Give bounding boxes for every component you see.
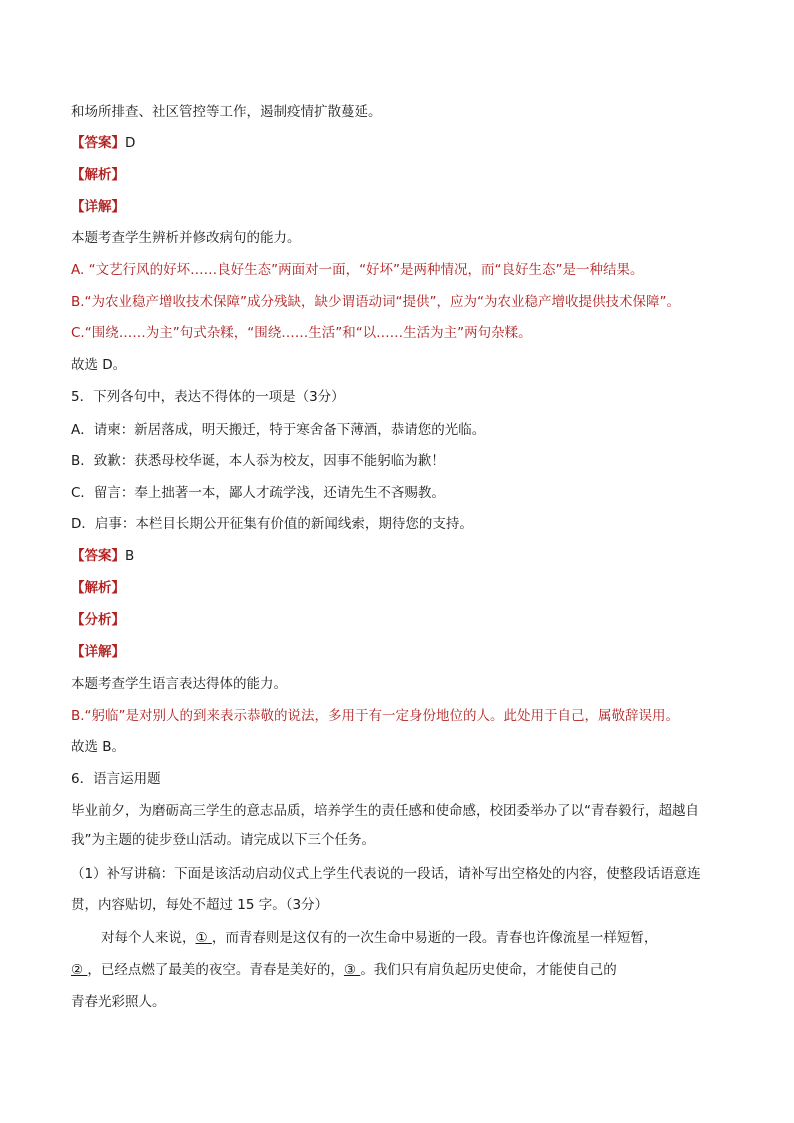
analysis-tag: 【解析】 [71,167,125,183]
option-c: C．留言：奉上拙著一本，鄙人才疏学浅，还请先生不吝赐教。 [71,485,445,501]
text-line: 贯，内容贴切，每处不超过 15 字。（3分） [71,897,329,913]
blank-1[interactable]: ① [195,930,208,946]
explanation-b: B.“为农业稳产增收技术保障”成分残缺，缺少谓语动词“提供”，应为“为农业稳产增收提供技术保障”。 [71,294,681,310]
fenxi-tag: 【分析】 [71,612,125,628]
answer-line-q5 [71,546,731,566]
blank-2[interactable]: ② [71,962,84,978]
passage-line-2: ② ，已经点燃了最美的夜空。青春是美好的，③ 。我们只有肩负起历史使命，才能使自己的 [71,962,617,978]
answer-line-q4 [71,133,731,153]
option-b: B．致歉：获悉母校华诞，本人忝为校友，因事不能躬临为歉！ [71,453,445,469]
conclusion-line: 故选 D。 [71,357,127,373]
answer-tag: 【答案】 [71,135,125,151]
text-line: 和场所排查、社区管控等工作，遏制疫情扩散蔓延。 [71,104,382,120]
text-line: 毕业前夕，为磨砺高三学生的意志品质，培养学生的责任感和使命感，校团委举办了以“青春毅行，超越自 [71,803,699,819]
explanation-c: C.“围绕……为主”句式杂糅，“围绕……生活”和“以……生活为主”两句杂糅。 [71,325,532,341]
answer-value: D [125,135,136,151]
question-6-title: 6．语言运用题 [71,771,161,787]
text-line: 我”为主题的徒步登山活动。请完成以下三个任务。 [71,832,375,848]
text-line: （1）补写讲稿：下面是该活动启动仪式上学生代表说的一段话，请补写出空格处的内容，使整段话语意连 [71,866,701,882]
explanation-b: B.“躬临”是对别人的到来表示恭敬的说法，多用于有一定身份地位的人。此处用于自己，属敬辞误用。 [71,708,680,724]
detail-tag: 【详解】 [71,199,125,215]
option-d: D．启事：本栏目长期公开征集有价值的新闻线索，期待您的支持。 [71,516,473,532]
option-a: A．请柬：新居落成，明天搬迁，特于寒舍备下薄酒，恭请您的光临。 [71,422,486,438]
text-line: 本题考查学生语言表达得体的能力。 [71,676,287,692]
blank-3[interactable]: ③ [343,962,357,978]
answer-value: B [125,548,135,564]
detail-tag: 【详解】 [71,644,125,660]
explanation-a: A. “文艺行风的好坏……良好生态”两面对一面，“好坏”是两种情况，而“良好生态”是一种结果。 [71,262,644,278]
question-5-title: 5．下列各句中，表达不得体的一项是（3分） [71,389,345,405]
passage-line-1: 对每个人来说，① ，而青春则是这仅有的一次生命中易逝的一段。青春也许像流星一样短暂， [101,930,658,946]
answer-tag: 【答案】 [71,548,125,564]
text-line: 本题考查学生辨析并修改病句的能力。 [71,230,301,246]
conclusion-line: 故选 B。 [71,739,126,755]
analysis-tag: 【解析】 [71,580,125,596]
passage-line-3: 青春光彩照人。 [71,994,166,1010]
